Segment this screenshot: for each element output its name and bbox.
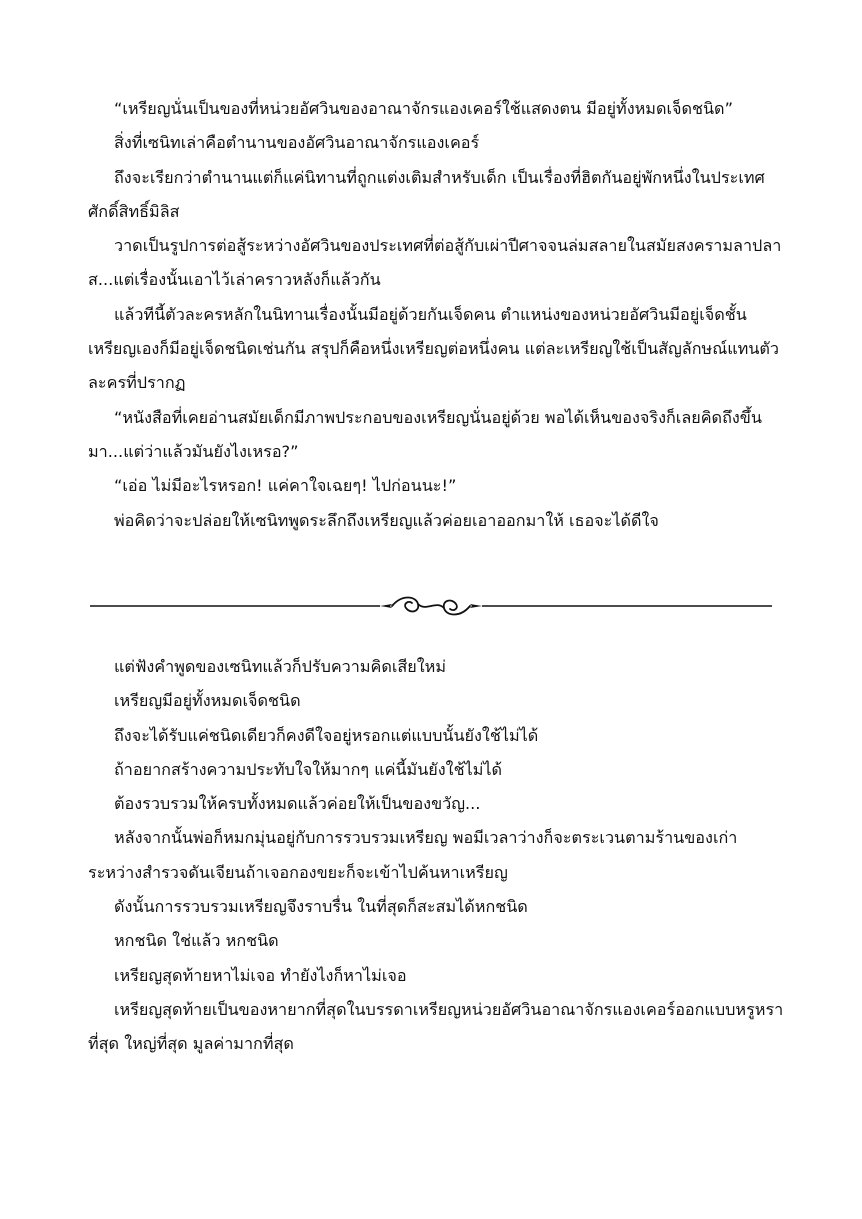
paragraph: พ่อคิดว่าจะปล่อยให้เซนิทพูดระลึกถึงเหรียญแล้วค่อยเอาออกมาให้ เธอจะได้ดีใจ bbox=[114, 510, 659, 530]
paragraph: เหรียญมีอยู่ทั้งหมดเจ็ดชนิด bbox=[114, 691, 301, 711]
paragraph: สิ่งที่เซนิทเล่าคือตำนานของอัศวินอาณาจักรแองเคอร์ bbox=[114, 133, 480, 153]
paragraph: เหรียญสุดท้ายหาไม่เจอ ทำยังไงก็หาไม่เจอ bbox=[114, 965, 407, 985]
paragraph: หกชนิด ใช่แล้ว หกชนิด bbox=[114, 931, 279, 951]
paragraph: ถ้าอยากสร้างความประทับใจให้มากๆ แค่นี้มันยังใช้ไม่ได้ bbox=[114, 759, 503, 779]
paragraph: ถึงจะเรียกว่าตำนานแต่ก็แค่นิทานที่ถูกแต่งเติมสำหรับเด็ก เป็นเรื่องที่ฮิตกันอยู่พักหนึ่งในประเทศศักดิ์สิทธิ์มิลิส bbox=[88, 167, 765, 221]
paragraph: หลังจากนั้นพ่อก็หมกมุ่นอยู่กับการรวบรวมเหรียญ พอมีเวลาว่างก็จะตระเวนตามร้านของเก่า ระหว่างสำรวจดันเจียนถ้าเจอกองขยะก็จะเข้าไปค้นหาเหรียญ bbox=[88, 828, 738, 882]
paragraph: ต้องรวบรวมให้ครบทั้งหมดแล้วค่อยให้เป็นของขวัญ... bbox=[114, 794, 481, 814]
paragraph: “หนังสือที่เคยอ่านสมัยเด็กมีภาพประกอบของเหรียญนั่นอยู่ด้วย พอได้เห็นของจริงก็เลยคิดถึงขึ้นมา...แต่ว่าแล้วมันยังไงเหรอ?” bbox=[88, 407, 762, 461]
paragraph: เหรียญสุดท้ายเป็นของหายากที่สุดในบรรดาเหรียญหน่วยอัศวินอาณาจักรแองเคอร์ออกแบบหรูหราที่สุด ใหญ่ที่สุด มูลค่ามากที่สุด bbox=[88, 999, 784, 1054]
text-block-bottom bbox=[88, 650, 788, 1062]
paragraph: “เอ่อ ไม่มีอะไรหรอก! แค่คาใจเฉยๆ! ไปก่อนนะ!” bbox=[114, 476, 457, 496]
paragraph: แล้วทีนี้ตัวละครหลักในนิทานเรื่องนั้นมีอยู่ด้วยกันเจ็ดคน ตำแหน่งของหน่วยอัศวินมีอยู่เจ็ดชั้น เหรียญเองก็มีอยู่เจ็ดชนิดเช่นกัน สรุปก็คือหนึ่งเหรียญต่อหนึ่งคน แต่ละเหรียญใช้เป็นสัญลักษณ์แทนตัวละครที่ปรากฏ bbox=[88, 304, 779, 393]
paragraph: “เหรียญนั่นเป็นของที่หน่วยอัศวินของอาณาจักรแองเคอร์ใช้แสดงตน มีอยู่ทั้งหมดเจ็ดชนิด” bbox=[114, 99, 733, 118]
paragraph: ถึงจะได้รับแค่ชนิดเดียวก็คงดีใจอยู่หรอกแต่แบบนั้นยังใช้ไม่ได้ bbox=[114, 725, 539, 745]
paragraph: วาดเป็นรูปการต่อสู้ระหว่างอัศวินของประเทศที่ต่อสู้กับเผ่าปีศาจจนล่มสลายในสมัยสงครามลาปลาส...แต่เรื่องนั้นเอาไว้เล่าคราวหลังก็แล้วกัน bbox=[88, 236, 782, 290]
paragraph: แต่ฟังคำพูดของเซนิทแล้วก็ปรับความคิดเสียใหม่ bbox=[114, 657, 447, 676]
paragraph: ดังนั้นการรวบรวมเหรียญจึงราบรื่น ในที่สุดก็สะสมได้หกชนิด bbox=[114, 897, 528, 917]
text-block-top bbox=[88, 92, 788, 538]
ornamental-swirl-divider-icon bbox=[90, 590, 772, 622]
